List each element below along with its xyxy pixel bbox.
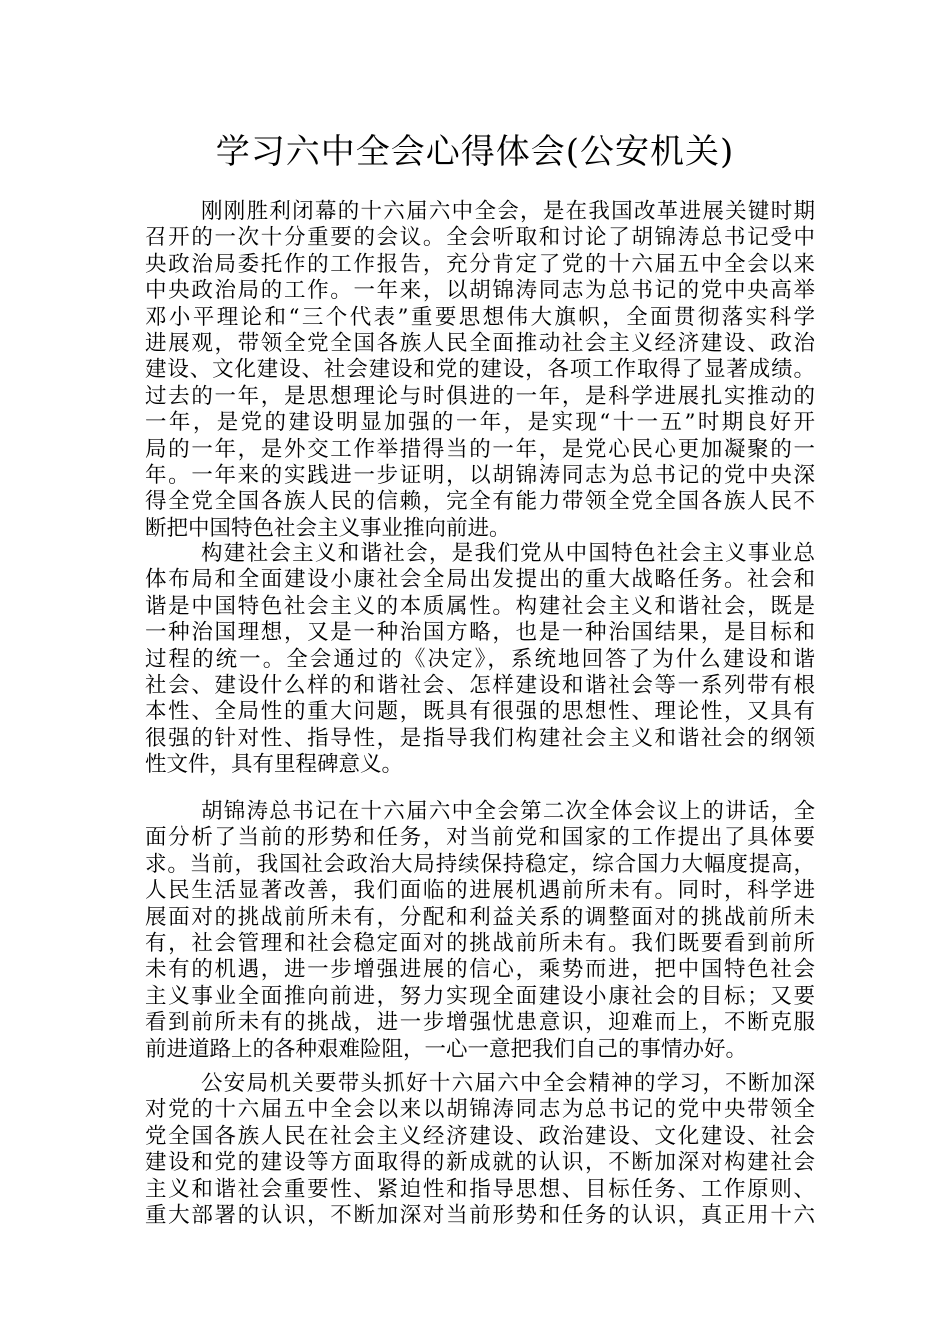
paragraph-4 bbox=[145, 1071, 815, 1229]
text-line: 公安局机关要带头抓好十六届六中全会精神的学习，不断加深 bbox=[201, 1071, 815, 1096]
text-line: 未有的机遇，进一步增强进展的信心，乘势而进，把中国特色社会 bbox=[145, 957, 815, 983]
text-line: 人民生活显著改善，我们面临的进展机遇前所未有。同时，科学进 bbox=[145, 878, 815, 904]
text-line: 面分析了当前的形势和任务，对当前党和国家的工作提出了具体要 bbox=[145, 825, 815, 851]
text-line: 召开的一次十分重要的会议。全会听取和讨论了胡锦涛总书记受中 bbox=[145, 225, 815, 251]
document-title: 学习六中全会心得体会(公安机关) bbox=[215, 132, 735, 172]
text-line: 党全国各族人民在社会主义经济建设、政治建设、文化建设、社会 bbox=[145, 1123, 815, 1149]
text-line: 看到前所未有的挑战，进一步增强忧患意识，迎难而上，不断克服 bbox=[145, 1010, 815, 1036]
text-line: 展面对的挑战前所未有，分配和利益关系的调整面对的挑战前所未 bbox=[145, 904, 815, 930]
text-line: 有，社会管理和社会稳定面对的挑战前所未有。我们既要看到前所 bbox=[145, 930, 815, 956]
text-line: 很强的针对性、指导性，是指导我们构建社会主义和谐社会的纲领 bbox=[145, 725, 815, 751]
text-line: 建设和党的建设等方面取得的新成就的认识，不断加深对构建社会 bbox=[145, 1150, 815, 1176]
paragraph-1 bbox=[145, 199, 815, 542]
text-line: 进展观，带领全党全国各族人民全面推动社会主义经济建设、政治 bbox=[145, 330, 815, 356]
text-line: 一年，是党的建设明显加强的一年，是实现“十一五”时期良好开 bbox=[145, 410, 815, 436]
text-line: 建设、文化建设、社会建设和党的建设，各项工作取得了显著成绩。 bbox=[145, 357, 815, 383]
text-line: 主义和谐社会重要性、紧迫性和指导思想、目标任务、工作原则、 bbox=[145, 1176, 815, 1202]
text-line: 刚刚胜利闭幕的十六届六中全会，是在我国改革进展关键时期 bbox=[201, 199, 815, 224]
text-line: 一种治国理想，又是一种治国方略，也是一种治国结果，是目标和 bbox=[145, 620, 815, 646]
text-line: 断把中国特色社会主义事业推向前进。 bbox=[145, 515, 511, 541]
text-line: 胡锦涛总书记在十六届六中全会第二次全体会议上的讲话，全 bbox=[201, 799, 815, 824]
text-line: 本性、全局性的重大问题，既具有很强的思想性、理论性，又具有 bbox=[145, 699, 815, 725]
paragraph-2 bbox=[145, 541, 815, 779]
text-line: 央政治局委托作的工作报告，充分肯定了党的十六届五中全会以来 bbox=[145, 251, 815, 277]
text-line: 主义事业全面推向前进，努力实现全面建设小康社会的目标；又要 bbox=[145, 983, 815, 1009]
text-line: 对党的十六届五中全会以来以胡锦涛同志为总书记的党中央带领全 bbox=[145, 1097, 815, 1123]
text-line: 社会、建设什么样的和谐社会、怎样建设和谐社会等一系列带有根 bbox=[145, 672, 815, 698]
text-line: 性文件，具有里程碑意义。 bbox=[145, 752, 404, 778]
text-line: 得全党全国各族人民的信赖，完全有能力带领全党全国各族人民不 bbox=[145, 489, 815, 515]
text-line: 求。当前，我国社会政治大局持续保持稳定，综合国力大幅度提高， bbox=[145, 851, 815, 877]
text-line: 过程的统一。全会通过的《决定》，系统地回答了为什么建设和谐 bbox=[145, 646, 815, 672]
text-line: 局的一年，是外交工作举措得当的一年，是党心民心更加凝聚的一 bbox=[145, 436, 815, 462]
text-line: 过去的一年，是思想理论与时俱进的一年，是科学进展扎实推动的 bbox=[145, 383, 815, 409]
text-line: 邓小平理论和“三个代表”重要思想伟大旗帜，全面贯彻落实科学 bbox=[145, 304, 815, 330]
text-line: 年。一年来的实践进一步证明，以胡锦涛同志为总书记的党中央深 bbox=[145, 462, 815, 488]
text-line: 体布局和全面建设小康社会全局出发提出的重大战略任务。社会和 bbox=[145, 567, 815, 593]
text-line: 重大部署的认识，不断加深对当前形势和任务的认识，真正用十六 bbox=[145, 1202, 815, 1228]
text-line: 构建社会主义和谐社会，是我们党从中国特色社会主义事业总 bbox=[201, 541, 815, 566]
text-line: 谐是中国特色社会主义的本质属性。构建社会主义和谐社会，既是 bbox=[145, 593, 815, 619]
paragraph-3 bbox=[145, 799, 815, 1063]
text-line: 中央政治局的工作。一年来，以胡锦涛同志为总书记的党中央高举 bbox=[145, 278, 815, 304]
text-line: 前进道路上的各种艰难险阻，一心一意把我们自己的事情办好。 bbox=[145, 1036, 748, 1062]
